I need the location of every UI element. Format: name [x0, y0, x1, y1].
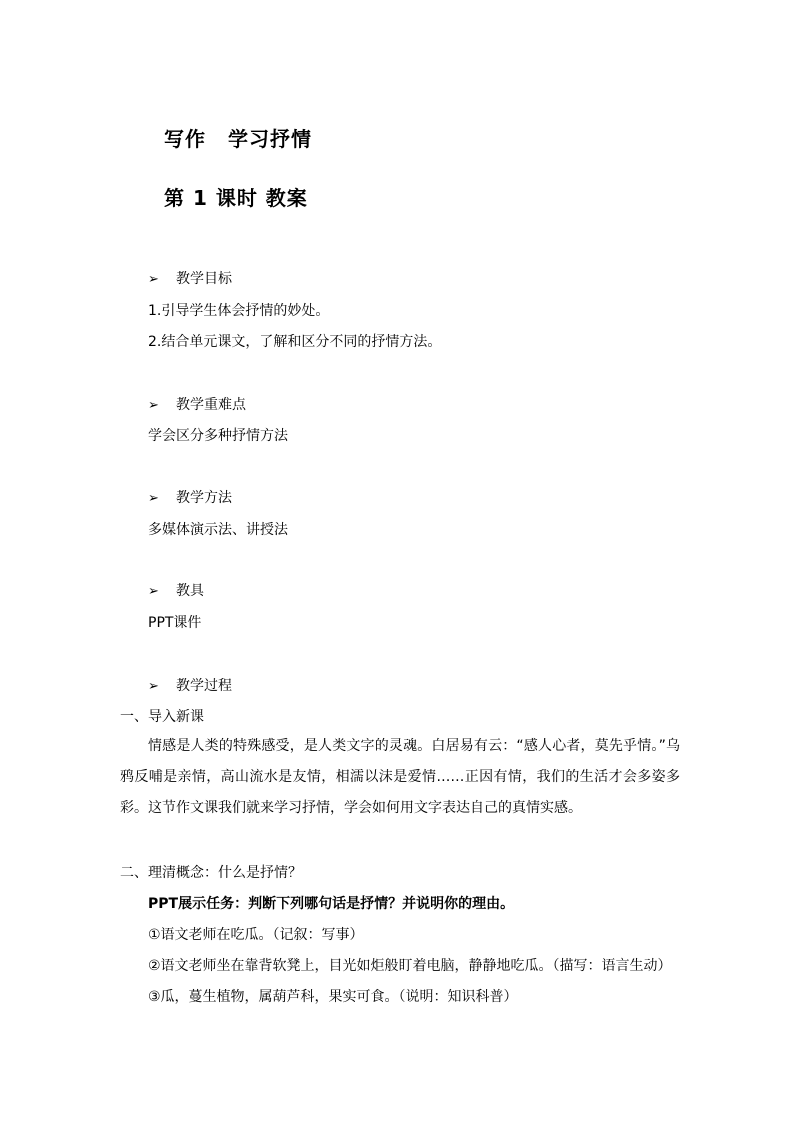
- tools-text: PPT课件: [148, 615, 202, 631]
- process-part1-title: 一、导入新课: [120, 709, 204, 725]
- title-part-writing: 写作: [164, 127, 206, 151]
- example-item-3: ③瓜，蔓生植物，属葫芦科，果实可食。（说明：知识科普）: [148, 989, 518, 1005]
- key-points-heading-label: 教学重难点: [176, 397, 246, 413]
- objectives-heading-label: 教学目标: [176, 271, 232, 287]
- process-part2-title: 二、理清概念：什么是抒情？: [120, 865, 302, 881]
- ppt-task-instruction: PPT展示任务：判断下列哪句话是抒情？并说明你的理由。: [148, 896, 515, 912]
- arrow-bullet-icon: ➢: [148, 584, 159, 599]
- example-item-2: ②语文老师坐在靠背软凳上，目光如炬般盯着电脑，静静地吃瓜。（描写：语言生动）: [148, 958, 672, 974]
- arrow-bullet-icon: ➢: [148, 272, 159, 287]
- objective-item-1: 1.引导学生体会抒情的妙处。: [148, 303, 330, 319]
- tools-heading-label: 教具: [176, 583, 204, 599]
- arrow-bullet-icon: ➢: [148, 679, 159, 694]
- section-heading-process: [148, 675, 232, 695]
- key-points-text: 学会区分多种抒情方法: [148, 428, 288, 444]
- title-part-topic: 学习抒情: [228, 127, 312, 151]
- section-heading-methods: [148, 487, 232, 507]
- process-part1-paragraph: 情感是人类的特殊感受，是人类文字的灵魂。白居易有云：“感人心者，莫先乎情。”乌鸦反哺是亲情，高山流水是友情，相濡以沫是爱情……正因有情，我们的生活才会多姿多彩。这节作文课我们就来学习抒情，学会如何用文字表达自己的真情实感。: [120, 738, 680, 816]
- objective-item-2: 2.结合单元课文，了解和区分不同的抒情方法。: [148, 334, 442, 350]
- process-heading-label: 教学过程: [176, 678, 232, 694]
- section-heading-key-points: [148, 394, 246, 414]
- section-heading-tools: [148, 580, 204, 600]
- arrow-bullet-icon: ➢: [148, 491, 159, 506]
- arrow-bullet-icon: ➢: [148, 398, 159, 413]
- document-title: [164, 123, 312, 152]
- section-heading-objectives: [148, 268, 232, 288]
- example-item-1: ①语文老师在吃瓜。（记叙：写事）: [148, 927, 364, 943]
- methods-heading-label: 教学方法: [176, 490, 232, 506]
- methods-text: 多媒体演示法、讲授法: [148, 522, 288, 538]
- document-subtitle: 第 1 课时 教案: [164, 186, 308, 210]
